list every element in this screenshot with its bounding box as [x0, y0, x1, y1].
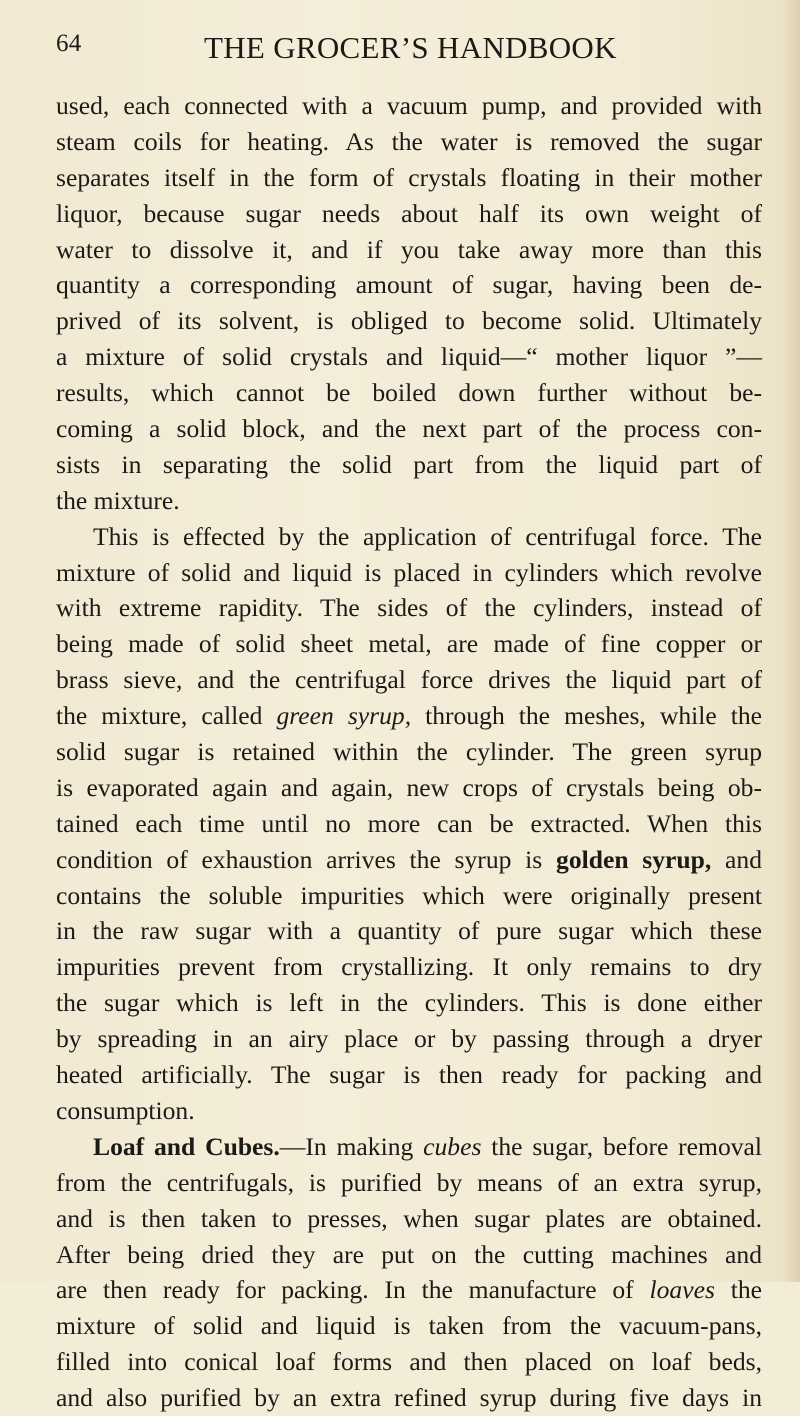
text-line: This is effected by the application of centrifugal force. The [93, 521, 762, 551]
text-line [56, 842, 762, 878]
section-heading: Loaf and Cubes. [93, 1131, 280, 1161]
text-line: used, each connected with a vacuum pump, and provided with [56, 91, 762, 120]
text-run: the mixture, called [56, 701, 277, 731]
text-line: the sugar which is left in the cylinders. This is done either [56, 988, 762, 1018]
text-line: quantity a corresponding amount of sugar, having been de- [56, 270, 762, 300]
text-line: sists in separating the solid part from the liquid part of [56, 449, 762, 479]
text-line: is evaporated again and again, new crops of crystals being ob- [56, 772, 762, 802]
text-line: mixture of solid and liquid is placed in cylinders which revolve [56, 557, 762, 587]
text-line: and also purified by an extra refined syrup during five days in [56, 1383, 762, 1413]
text-line: and is then taken to presses, when sugar plates are obtained. [56, 1203, 762, 1233]
text-run: the sugar, before removal [481, 1131, 763, 1161]
text-line: in the raw sugar with a quantity of pure sugar which these [56, 916, 762, 946]
text-line: After being dried they are put on the cutting machines and [56, 1239, 762, 1269]
text-line: liquor, because sugar needs about half its own weight of [56, 198, 762, 228]
text-line: separates itself in the form of crystals floating in their mother [56, 162, 762, 192]
text-line: heated artificially. The sugar is then ready for packing and [56, 1060, 762, 1090]
text-line: the mixture. [56, 485, 180, 515]
text-line: coming a solid block, and the next part of the process con- [56, 414, 762, 444]
text-line: brass sieve, and the centrifugal force drives the liquid part of [56, 665, 762, 695]
text-line: from the centrifugals, is purified by means of an extra syrup, [56, 1167, 762, 1197]
text-line: steam coils for heating. As the water is removed the sugar [56, 126, 762, 156]
italic-term: cubes [423, 1131, 482, 1161]
text-line: filled into conical loaf forms and then placed on loaf beds, [56, 1347, 762, 1377]
text-line: with extreme rapidity. The sides of the cylinders, instead of [56, 593, 762, 623]
running-head: THE GROCER’S HANDBOOK [204, 30, 617, 65]
text-run: and [711, 844, 763, 874]
text-run: the [714, 1275, 762, 1305]
text-run: condition of exhaustion arrives the syrup is [56, 844, 557, 874]
text-run: through the meshes, while the [411, 701, 762, 731]
text-line: consumption. [56, 1095, 195, 1125]
text-line: solid sugar is retained within the cylinder. The green syrup [56, 737, 762, 767]
text-line [56, 698, 762, 734]
text-line [56, 1272, 762, 1308]
text-line: water to dissolve it, and if you take away more than this [56, 234, 762, 264]
page-header [56, 30, 762, 70]
text-line: prived of its solvent, is obliged to become solid. Ultimately [56, 306, 762, 336]
page-number: 64 [56, 30, 82, 57]
italic-term: loaves [649, 1275, 715, 1305]
bold-term: golden syrup, [556, 844, 712, 874]
text-line: contains the soluble impurities which were originally present [56, 880, 762, 910]
text-line: tained each time until no more can be extracted. When this [56, 808, 762, 838]
text-run: —In making [279, 1131, 424, 1161]
text-line [56, 1129, 762, 1165]
text-line: impurities prevent from crystallizing. It only remains to dry [56, 952, 762, 982]
text-run: are then ready for packing. In the manufacture of [56, 1275, 650, 1305]
text-line: by spreading in an airy place or by passing through a dryer [56, 1024, 762, 1054]
italic-term: green syrup, [276, 701, 412, 731]
text-line: results, which cannot be boiled down further without be- [56, 378, 762, 408]
text-line: a mixture of solid crystals and liquid—“ mother liquor ”— [56, 342, 762, 372]
text-line: mixture of solid and liquid is taken from the vacuum-pans, [56, 1311, 762, 1341]
body-text [56, 88, 762, 1416]
text-line: being made of solid sheet metal, are made of fine copper or [56, 629, 762, 659]
